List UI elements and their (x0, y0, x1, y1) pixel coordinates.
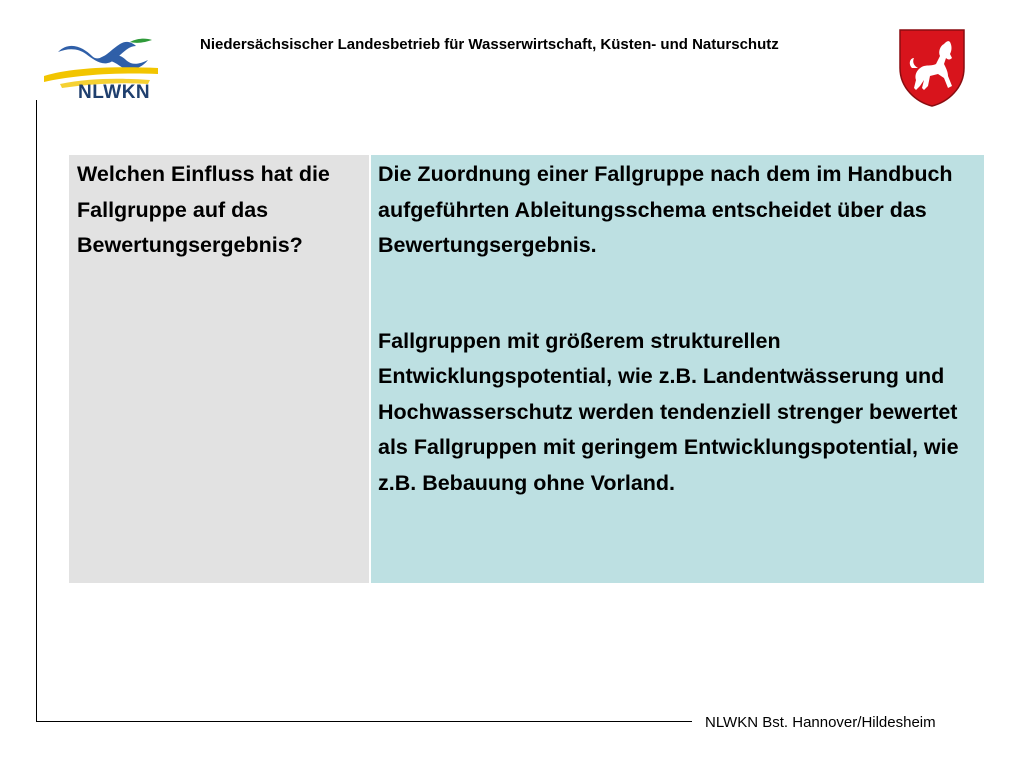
answer-cell (371, 155, 984, 583)
question-cell (69, 155, 369, 583)
answer-paragraph-2: Fallgruppen mit größerem strukturellen Entwicklungspotential, wie z.B. Landentwässerung und Hochwasserschutz werden tendenziell strenger bewertet als Fallgruppen mit geringem Entwicklungspotential, wie z.B. Bebauung ohne Vorland. (378, 328, 959, 495)
logo-text: NLWKN (78, 82, 151, 103)
niedersachsen-horse-crest-icon (898, 28, 966, 108)
answer-paragraph-1: Die Zuordnung einer Fallgruppe nach dem im Handbuch aufgeführten Ableitungsschema entscheidet über das Bewertungsergebnis. (378, 162, 953, 257)
faq-table (69, 155, 984, 583)
niedersachsen-crest (898, 28, 966, 108)
paragraph-spacer (378, 264, 978, 324)
page-header-title: Niedersächsischer Landesbetrieb für Wasserwirtschaft, Küsten- und Naturschutz (200, 36, 779, 53)
question-text: Welchen Einfluss hat die Fallgruppe auf das Bewertungsergebnis? (77, 162, 330, 257)
footer-text: NLWKN Bst. Hannover/Hildesheim (705, 714, 936, 731)
vertical-rule (36, 100, 37, 722)
horizontal-rule (36, 721, 692, 722)
